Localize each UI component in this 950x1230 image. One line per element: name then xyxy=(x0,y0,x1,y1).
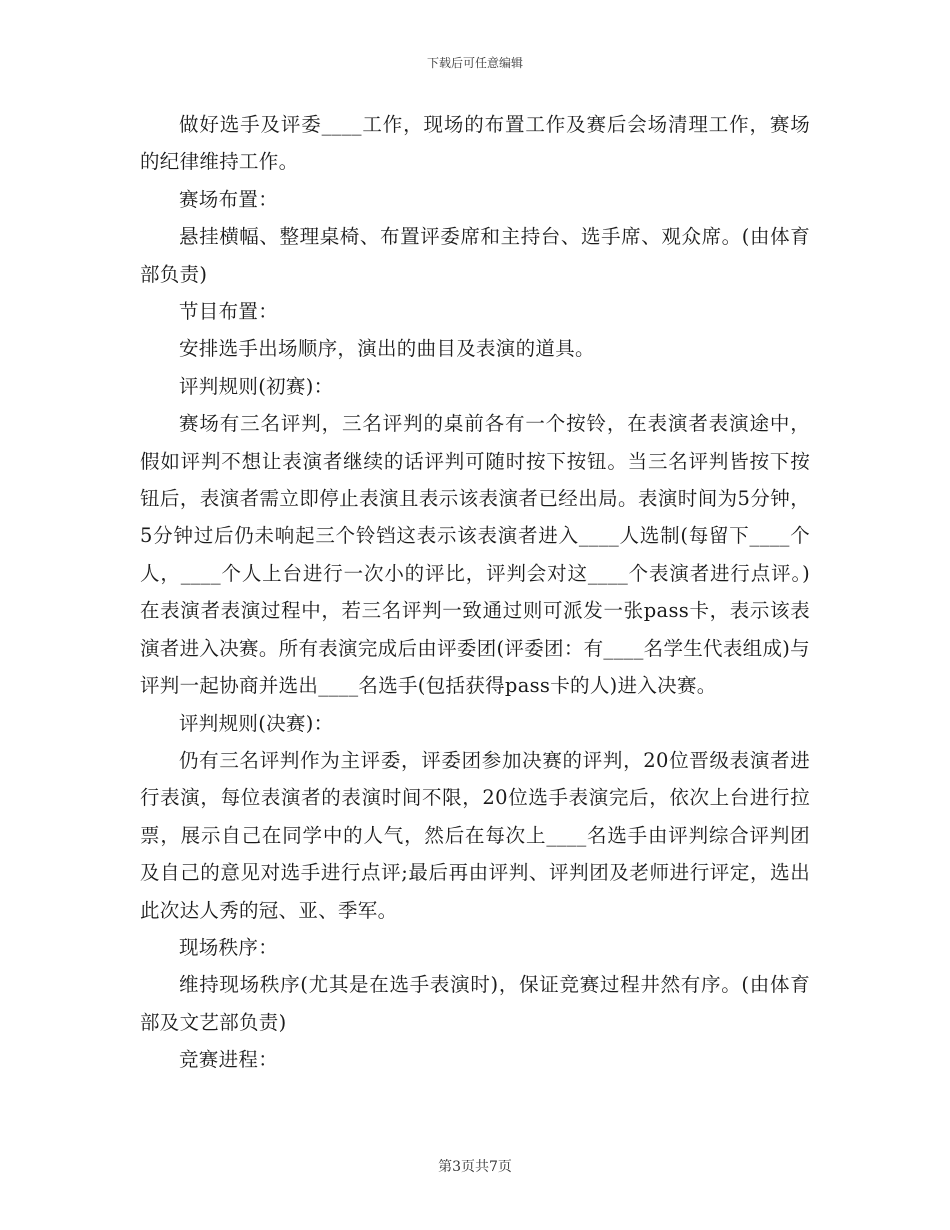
paragraph-rules-preliminary: 赛场有三名评判，三名评判的桌前各有一个按铃，在表演者表演途中，假如评判不想让表演者继续的话评判可随时按下按钮。当三名评判皆按下按钮后，表演者需立即停止表演且表示该表演者已经出局。表演时间为5分钟，5分钟过后仍未响起三个铃铛这表示该表演者进入____人选制(每留下____个人，____个人上台进行一次小的评比，评判会对这____个表演者进行点评。)在表演者表演过程中，若三名评判一致通过则可派发一张pass卡，表示该表演者进入决赛。所有表演完成后由评委团(评委团：有____名学生代表组成)与评判一起协商并选出____名选手(包括获得pass卡的人)进入决赛。 xyxy=(140,412,810,698)
heading-competition-process: 竞赛进程： xyxy=(179,1048,279,1072)
heading-venue-order: 现场秩序： xyxy=(179,935,279,959)
paragraph-program-layout: 安排选手出场顺序，演出的曲目及表演的道具。 xyxy=(179,337,595,361)
document-body xyxy=(140,106,810,1079)
paragraph-preparation: 做好选手及评委____工作，现场的布置工作及赛后会场清理工作，赛场的纪律维持工作。 xyxy=(140,113,810,174)
paragraph-venue-layout: 悬挂横幅、整理桌椅、布置评委席和主持台、选手席、观众席。(由体育部负责) xyxy=(140,225,810,286)
heading-rules-preliminary: 评判规则(初赛)： xyxy=(179,374,334,398)
paragraph-rules-final: 仍有三名评判作为主评委，评委团参加决赛的评判，20位晋级表演者进行表演，每位表演者的表演时间不限，20位选手表演完后，依次上台进行拉票，展示自己在同学中的人气，然后在每次上____名选手由评判综合评判团及自己的意见对选手进行点评;最后再由评判、评判团及老师进行评定，选出此次达人秀的冠、亚、季军。 xyxy=(140,748,810,922)
page-footer: 第3页共7页 xyxy=(438,1159,512,1175)
paragraph-venue-order: 维持现场秩序(尤其是在选手表演时)，保证竞赛过程井然有序。(由体育部及文艺部负责) xyxy=(140,973,810,1034)
heading-rules-final: 评判规则(决赛)： xyxy=(179,711,334,735)
heading-program-layout: 节目布置： xyxy=(179,300,279,324)
heading-venue-layout: 赛场布置： xyxy=(179,187,279,211)
page-header: 下载后可任意编辑 xyxy=(426,56,523,70)
